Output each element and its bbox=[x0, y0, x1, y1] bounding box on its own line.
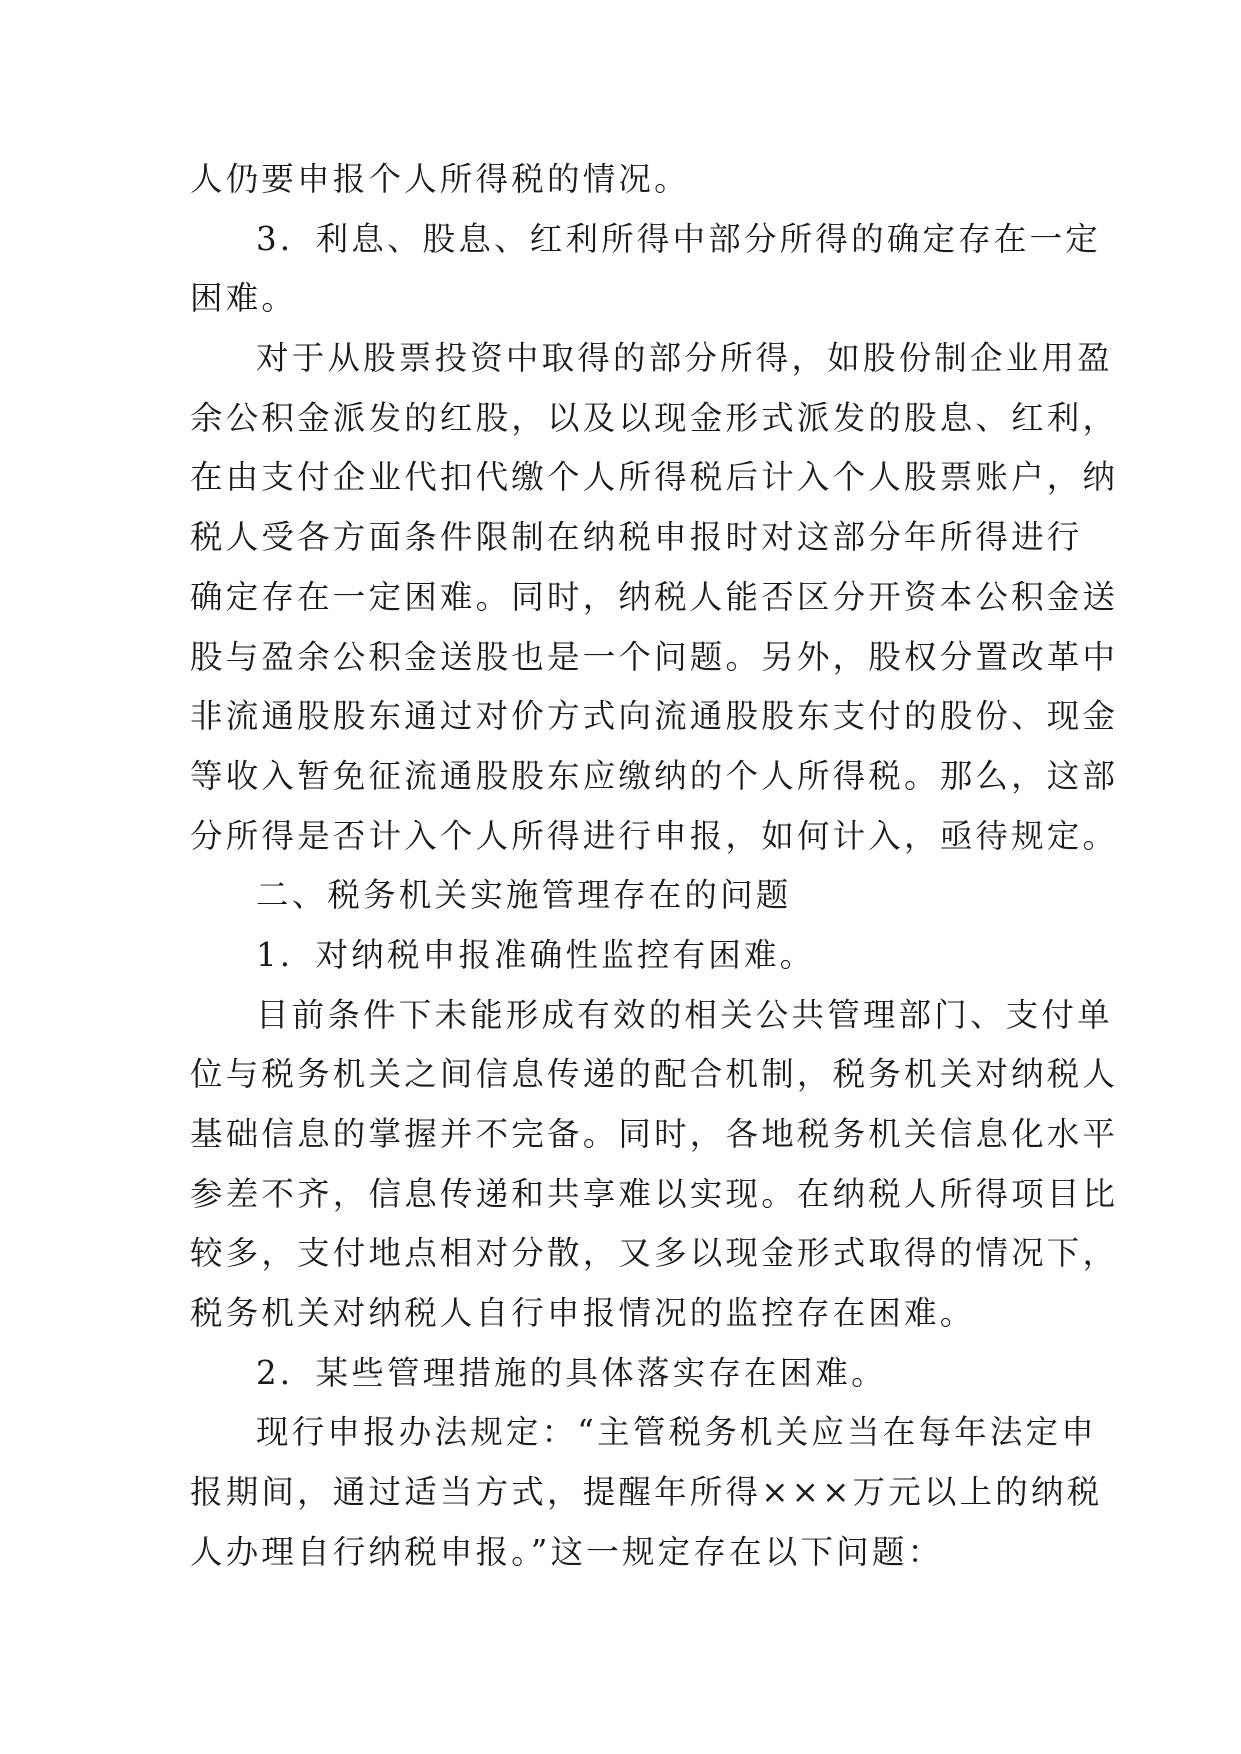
text-line: 税人受各方面条件限制在纳税申报时对这部分年所得进行 bbox=[190, 518, 1083, 557]
text-line: 困难。 bbox=[190, 279, 298, 318]
text-line: 较多，支付地点相对分散，又多以现金形式取得的情况下， bbox=[190, 1234, 1119, 1273]
body-text bbox=[190, 150, 1119, 1583]
text-line: 分所得是否计入个人所得进行申报，如何计入，亟待规定。 bbox=[190, 816, 1119, 855]
text-line: 参差不齐，信息传递和共享难以实现。在纳税人所得项目比 bbox=[190, 1174, 1119, 1213]
text-line: 目前条件下未能形成有效的相关公共管理部门、支付单 bbox=[256, 995, 1113, 1034]
subheading: 1．对纳税申报准确性监控有困难。 bbox=[256, 935, 816, 974]
text-line: 基础信息的掌握并不完备。同时，各地税务机关信息化水平 bbox=[190, 1115, 1119, 1153]
section-heading: 二、税务机关实施管理存在的问题 bbox=[256, 876, 792, 915]
text-line: 等收入暂免征流通股股东应缴纳的个人所得税。那么，这部 bbox=[190, 756, 1119, 795]
text-line: 股与盈余公积金送股也是一个问题。另外，股权分置改革中 bbox=[190, 637, 1119, 676]
text-line: 在由支付企业代扣代缴个人所得税后计入个人股票账户，纳 bbox=[190, 458, 1119, 497]
text-line: 非流通股股东通过对价方式向流通股股东支付的股份、现金 bbox=[190, 697, 1119, 736]
text-line: 人办理自行纳税申报。”这一规定存在以下问题： bbox=[190, 1532, 944, 1571]
text-line: 余公积金派发的红股，以及以现金形式派发的股息、红利， bbox=[190, 398, 1119, 437]
text-line: 人仍要申报个人所得税的情况。 bbox=[190, 160, 690, 198]
text-line: 税务机关对纳税人自行申报情况的监控存在困难。 bbox=[190, 1294, 976, 1333]
text-line: 位与税务机关之间信息传递的配合机制，税务机关对纳税人 bbox=[190, 1055, 1119, 1094]
text-line: 对于从股票投资中取得的部分所得，如股份制企业用盈 bbox=[256, 339, 1113, 378]
text-line: 3．利息、股息、红利所得中部分所得的确定存在一定 bbox=[256, 219, 1101, 258]
text-line: 确定存在一定困难。同时，纳税人能否区分开资本公积金送 bbox=[190, 577, 1119, 616]
text-line: 报期间，通过适当方式，提醒年所得×××万元以上的纳税 bbox=[190, 1473, 1103, 1512]
text-line: 现行申报办法规定：“主管税务机关应当在每年法定申 bbox=[256, 1413, 1097, 1452]
subheading: 2．某些管理措施的具体落实存在困难。 bbox=[256, 1353, 887, 1392]
